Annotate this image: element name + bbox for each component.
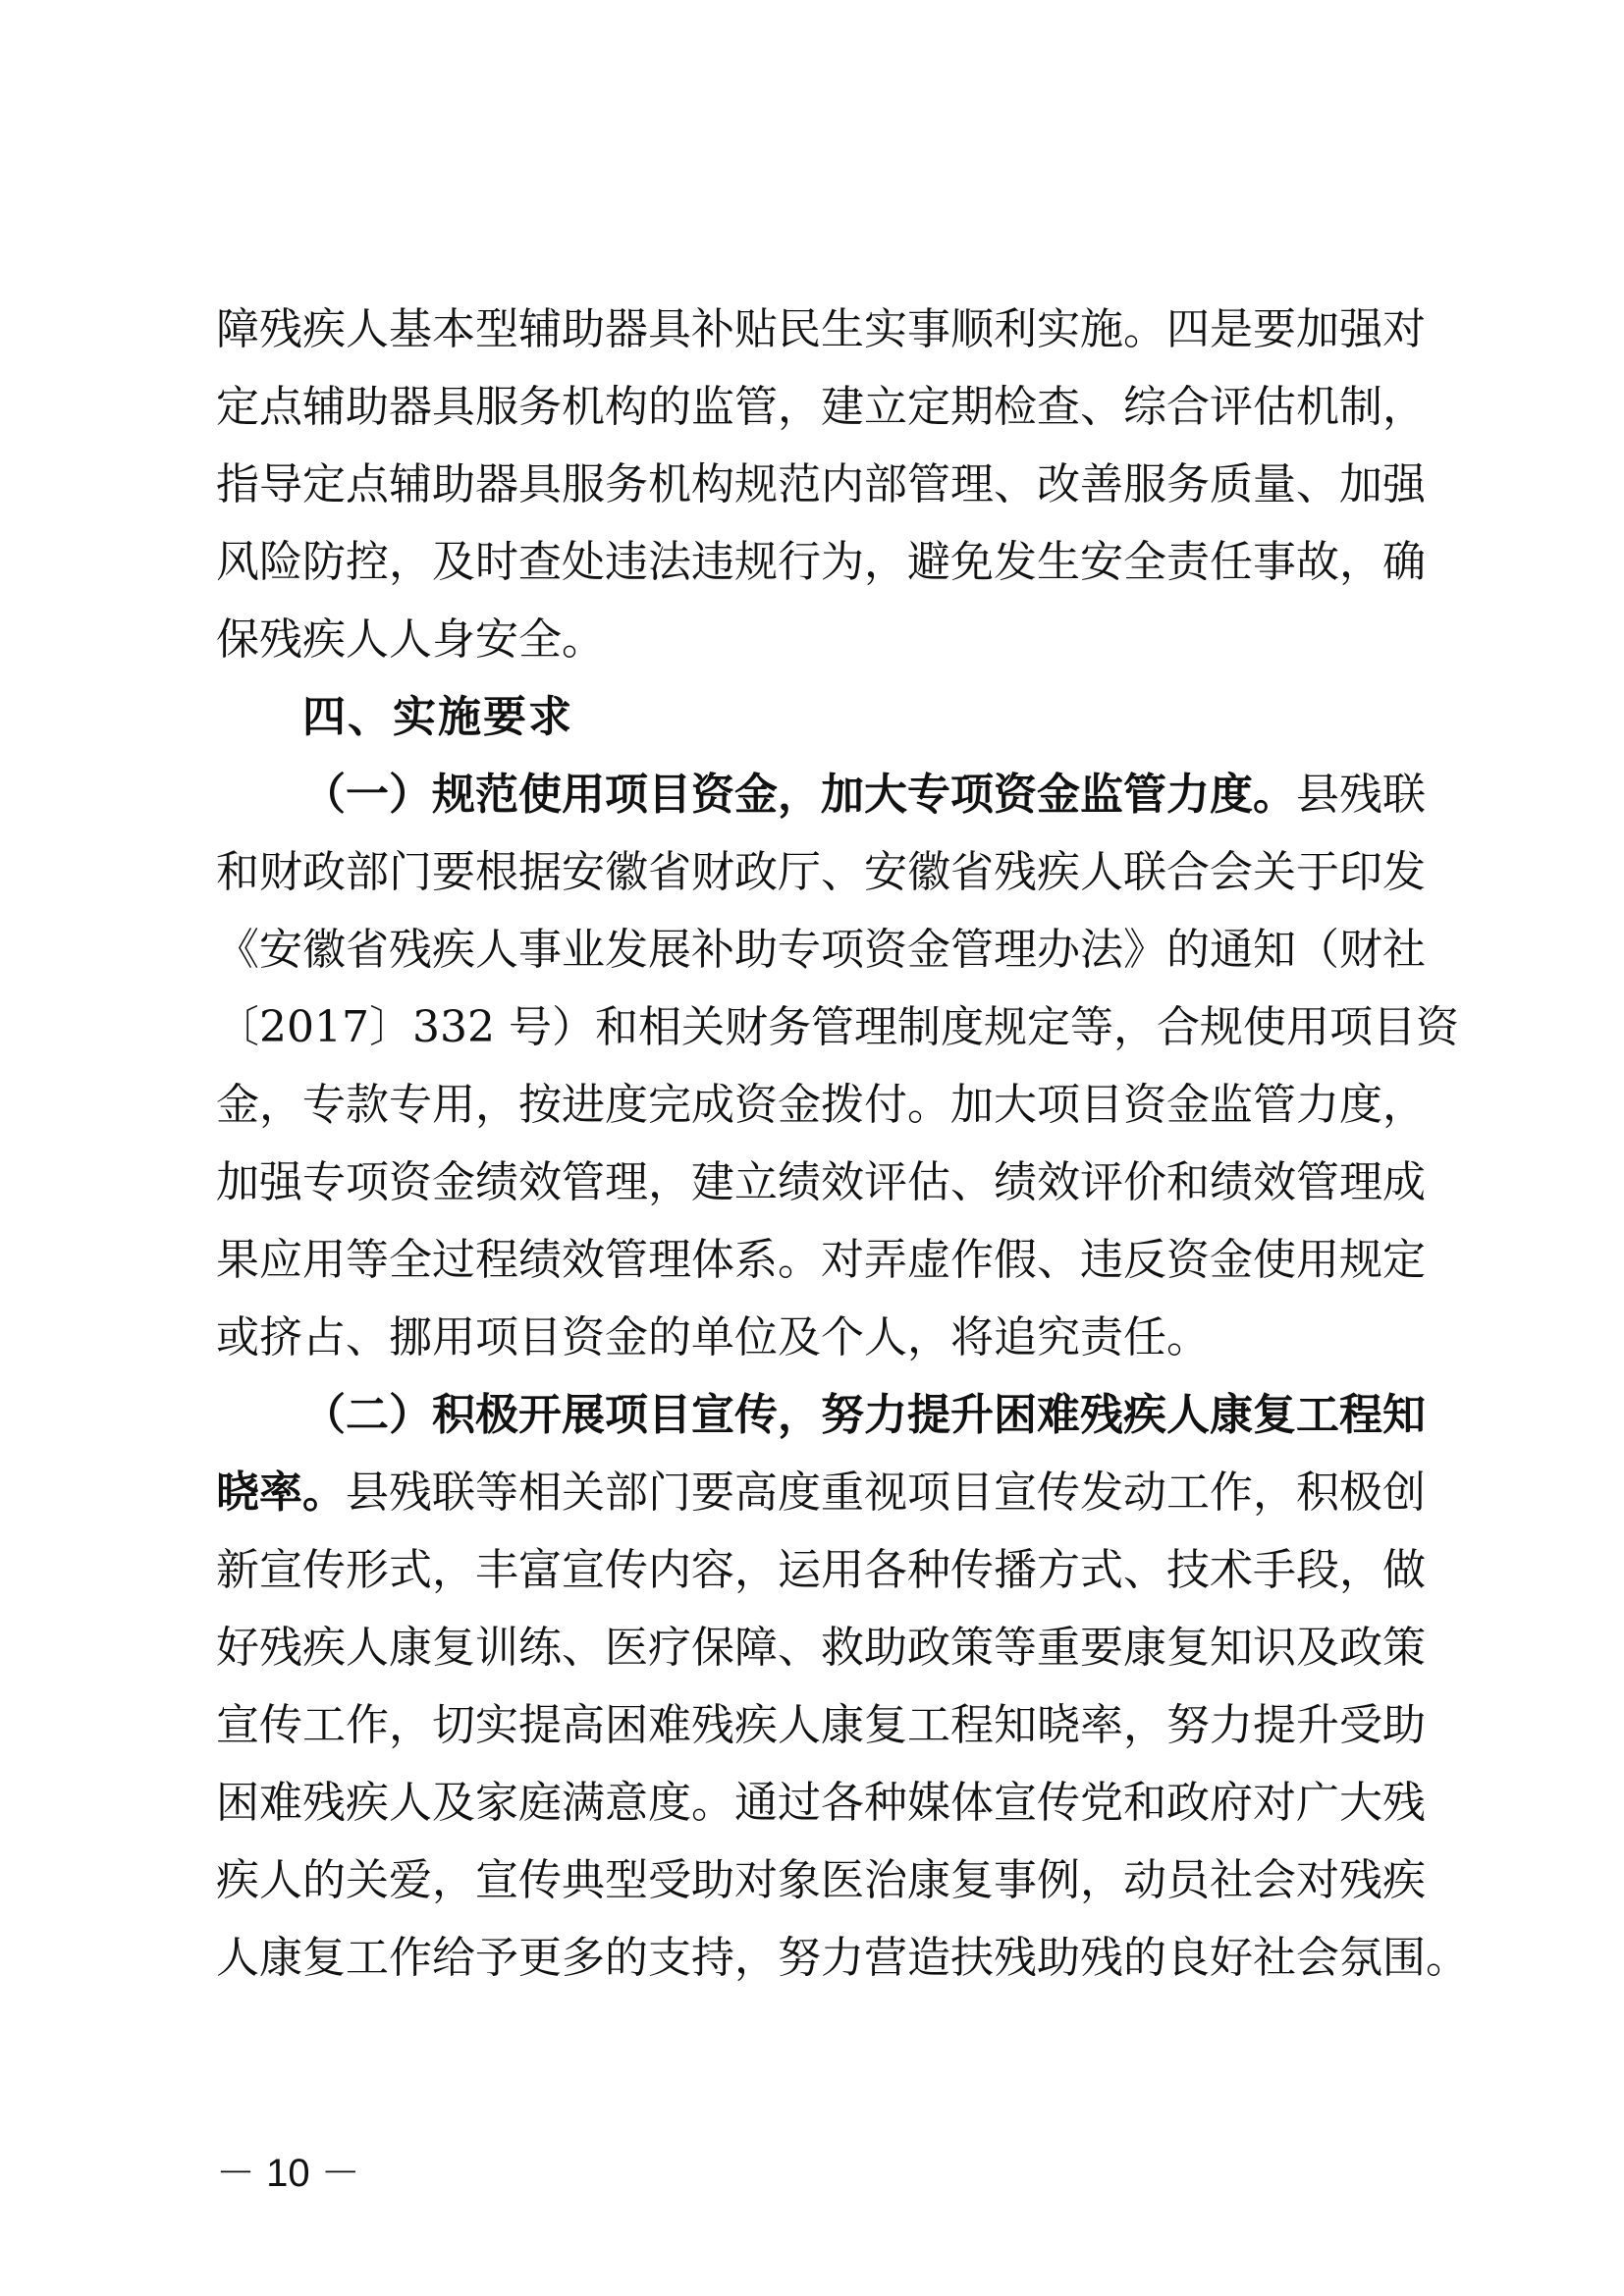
- text-line: 指导定点辅助器具服务机构规范内部管理、改善服务质量、加强: [216, 459, 1426, 509]
- text-line: 和财政部门要根据安徽省财政厅、安徽省残疾人联合会关于印发: [216, 847, 1426, 897]
- text-line: 好残疾人康复训练、医疗保障、救助政策等重要康复知识及政策: [216, 1623, 1426, 1673]
- subsection-title: （二）积极开展项目宣传，努力提升困难残疾人康复工程知: [302, 1390, 1426, 1440]
- paragraph-publicity: [216, 1376, 1469, 1997]
- text-line: [216, 756, 1434, 833]
- text-line: 困难残疾人及家庭满意度。通过各种媒体宣传党和政府对广大残: [216, 1778, 1426, 1828]
- text-line: 金，专款专用，按进度完成资金拨付。加大项目资金监管力度，: [216, 1080, 1426, 1130]
- text-line: 〔2017〕332 号）和相关财务管理制度规定等，合规使用项目资: [216, 1002, 1459, 1052]
- text-line: [216, 1454, 1434, 1531]
- subsection-title: （一）规范使用项目资金，加大专项资金监管力度。: [302, 770, 1296, 820]
- page-number: － 10 －: [216, 2152, 360, 2195]
- text-fragment: 县残联等相关部门要高度重视项目宣传发动工作，积极创: [346, 1468, 1426, 1518]
- text-line: 加强专项资金绩效管理，建立绩效评估、绩效评价和绩效管理成: [216, 1157, 1426, 1207]
- text-line: 疾人的关爱，宣传典型受助对象医治康复事例，动员社会对残疾: [216, 1855, 1426, 1905]
- text-line: 人康复工作给予更多的支持，努力营造扶残助残的良好社会氛围。: [216, 1933, 1469, 1983]
- section-heading: 四、实施要求: [302, 692, 573, 742]
- text-line: 保残疾人人身安全。: [216, 614, 605, 665]
- text-line: 果应用等全过程绩效管理体系。对弄虚作假、违反资金使用规定: [216, 1235, 1426, 1285]
- paragraph-fund-usage: [216, 756, 1459, 1376]
- text-fragment: 县残联: [1296, 770, 1426, 820]
- text-line: 或挤占、挪用项目资金的单位及个人，将追究责任。: [216, 1312, 1210, 1362]
- text-line: 《安徽省残疾人事业发展补助专项资金管理办法》的通知（财社: [216, 925, 1426, 975]
- body-text: [216, 291, 1469, 1997]
- text-line: 宣传工作，切实提高困难残疾人康复工程知晓率，努力提升受助: [216, 1700, 1426, 1750]
- text-line: 风险防控，及时查处违法违规行为，避免发生安全责任事故，确: [216, 537, 1426, 587]
- text-line: 新宣传形式，丰富宣传内容，运用各种传播方式、技术手段，做: [216, 1545, 1426, 1595]
- subsection-title-end: 晓率。: [216, 1468, 346, 1518]
- paragraph-supervision-continued: [216, 291, 1434, 678]
- text-line: 定点辅助器具服务机构的监管，建立定期检查、综合评估机制，: [216, 382, 1426, 432]
- text-line: 障残疾人基本型辅助器具补贴民生实事顺利实施。四是要加强对: [216, 304, 1426, 354]
